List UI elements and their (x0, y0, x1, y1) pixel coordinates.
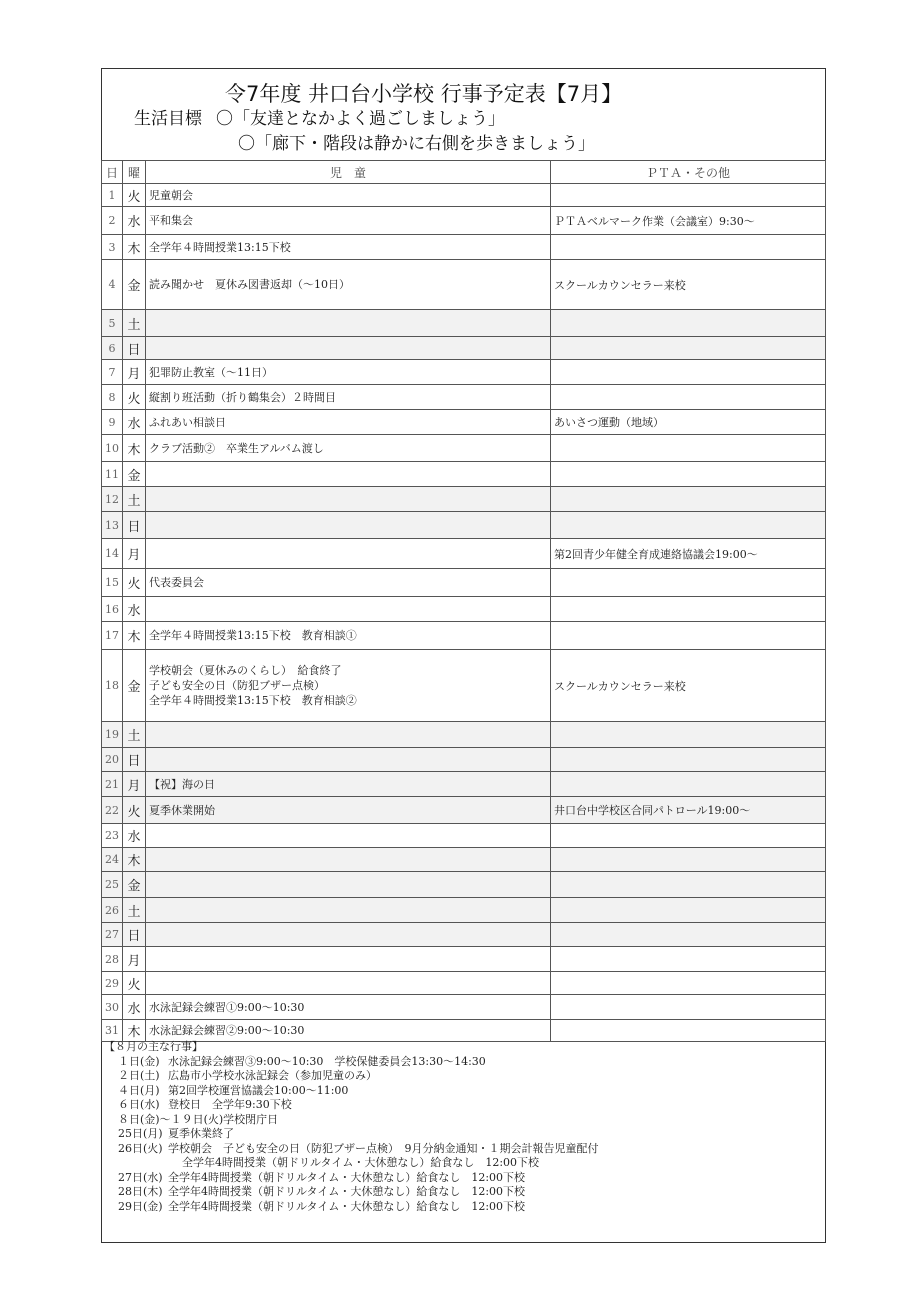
children-event-cell: 読み聞かせ 夏休み図書返却（～10日） (146, 260, 551, 310)
date-cell: 29 (102, 972, 123, 995)
pta-event-cell (551, 772, 826, 797)
date-cell: 21 (102, 772, 123, 797)
children-event-cell: ふれあい相談日 (146, 410, 551, 435)
weekday-cell: 木 (123, 435, 146, 462)
pta-event-cell (551, 597, 826, 622)
weekday-cell: 木 (123, 622, 146, 650)
pta-event-cell: 第2回青少年健全育成連絡協議会19:00～ (551, 539, 826, 569)
table-row (102, 824, 826, 848)
table-row (102, 462, 826, 487)
date-cell: 24 (102, 848, 123, 872)
date-cell: 7 (102, 360, 123, 385)
pta-event-cell (551, 824, 826, 848)
august-event-text: 全学年4時間授業（朝ドリルタイム・大休憩なし）給食なし 12:00下校 (168, 1199, 526, 1213)
table-row (102, 650, 826, 722)
children-event-cell: 全学年４時間授業13:15下校 (146, 235, 551, 260)
weekday-cell: 金 (123, 872, 146, 898)
children-event-cell (146, 512, 551, 539)
date-cell: 6 (102, 337, 123, 360)
weekday-cell: 土 (123, 722, 146, 748)
children-event-cell: 縦割り班活動（折り鶴集会）２時間目 (146, 385, 551, 410)
weekday-cell: 土 (123, 310, 146, 337)
pta-event-cell (551, 235, 826, 260)
pta-event-cell (551, 848, 826, 872)
weekday-cell: 金 (123, 650, 146, 722)
date-cell: 19 (102, 722, 123, 748)
table-row (102, 569, 826, 597)
table-row (102, 310, 826, 337)
children-event-cell: 【祝】海の日 (146, 772, 551, 797)
children-event-cell: 水泳記録会練習②9:00～10:30 (146, 1020, 551, 1042)
schedule-table (101, 160, 826, 1042)
pta-event-cell (551, 310, 826, 337)
table-row (102, 385, 826, 410)
pta-event-cell (551, 360, 826, 385)
table-row (102, 722, 826, 748)
table-row (102, 1020, 826, 1042)
children-event-cell: 代表委員会 (146, 569, 551, 597)
children-event-cell (146, 923, 551, 947)
date-cell: 14 (102, 539, 123, 569)
table-row (102, 487, 826, 512)
weekday-cell: 月 (123, 772, 146, 797)
children-event-cell (146, 898, 551, 923)
date-cell: 18 (102, 650, 123, 722)
pta-event-cell: 井口台中学校区合同パトロール19:00～ (551, 797, 826, 824)
children-event-cell (146, 722, 551, 748)
weekday-cell: 火 (123, 184, 146, 207)
children-event-cell: 夏季休業開始 (146, 797, 551, 824)
weekday-cell: 火 (123, 385, 146, 410)
pta-event-cell (551, 385, 826, 410)
pta-event-cell (551, 722, 826, 748)
children-event-cell (146, 487, 551, 512)
children-event-cell: 犯罪防止教室（～11日） (146, 360, 551, 385)
august-event-text: 広島市小学校水泳記録会（参加児童のみ） (168, 1069, 377, 1082)
august-events (104, 1040, 599, 1214)
august-event-date: １日(金) (118, 1054, 160, 1068)
pta-event-cell (551, 972, 826, 995)
date-cell: 31 (102, 1020, 123, 1042)
august-event-text: 夏季休業終了 (168, 1127, 234, 1140)
august-event-text: 第2回学校運営協議会10:00～11:00 (168, 1083, 349, 1097)
weekday-cell: 水 (123, 824, 146, 848)
august-event-text: 全学年4時間授業（朝ドリルタイム・大休憩なし）給食なし 12:00下校 (182, 1156, 540, 1169)
pta-event-cell (551, 923, 826, 947)
table-row (102, 872, 826, 898)
table-row (102, 947, 826, 972)
header-date: 日 (102, 161, 123, 184)
children-event-cell (146, 872, 551, 898)
weekday-cell: 木 (123, 235, 146, 260)
children-event-cell (146, 337, 551, 360)
pta-event-cell: スクールカウンセラー来校 (551, 260, 826, 310)
children-event-cell (146, 947, 551, 972)
august-event-item (104, 1156, 599, 1171)
children-event-cell (146, 972, 551, 995)
table-row (102, 539, 826, 569)
weekday-cell: 土 (123, 898, 146, 923)
weekday-cell: 日 (123, 748, 146, 772)
date-cell: 1 (102, 184, 123, 207)
children-event-cell: クラブ活動② 卒業生アルバム渡し (146, 435, 551, 462)
august-event-item (104, 1069, 599, 1084)
august-event-item (104, 1127, 599, 1142)
pta-event-cell (551, 1020, 826, 1042)
children-event-cell (146, 824, 551, 848)
children-event-cell: 児童朝会 (146, 184, 551, 207)
pta-event-cell (551, 748, 826, 772)
children-event-cell (146, 597, 551, 622)
date-cell: 13 (102, 512, 123, 539)
august-event-item (104, 1113, 599, 1128)
date-cell: 11 (102, 462, 123, 487)
page-title: 令7年度 井口台小学校 行事予定表【7月】 (225, 82, 623, 106)
date-cell: 2 (102, 207, 123, 235)
children-event-cell (146, 462, 551, 487)
header-pta: ＰＴＡ・その他 (551, 161, 826, 184)
weekday-cell: 日 (123, 512, 146, 539)
weekday-cell: 日 (123, 923, 146, 947)
date-cell: 23 (102, 824, 123, 848)
weekday-cell: 水 (123, 597, 146, 622)
children-event-cell: 水泳記録会練習①9:00～10:30 (146, 995, 551, 1020)
weekday-cell: 土 (123, 487, 146, 512)
pta-event-cell (551, 898, 826, 923)
weekday-cell: 月 (123, 947, 146, 972)
pta-event-cell (551, 512, 826, 539)
august-event-item (104, 1055, 599, 1070)
august-event-date: ４日(月) (118, 1083, 160, 1097)
date-cell: 25 (102, 872, 123, 898)
weekday-cell: 木 (123, 1020, 146, 1042)
date-cell: 9 (102, 410, 123, 435)
table-row (102, 260, 826, 310)
pta-event-cell (551, 435, 826, 462)
pta-event-cell: ＰＴＡベルマーク作業（会議室）9:30～ (551, 207, 826, 235)
august-event-date: ６日(水) (118, 1098, 160, 1111)
date-cell: 16 (102, 597, 123, 622)
children-event-cell (146, 310, 551, 337)
life-goal-label: 生活目標 (134, 109, 202, 129)
pta-event-cell (551, 995, 826, 1020)
date-cell: 27 (102, 923, 123, 947)
august-event-text: 学校朝会 子ども安全の日（防犯ブザー点検） 9月分納金通知・１期会計報告児童配付 (168, 1141, 599, 1155)
date-cell: 30 (102, 995, 123, 1020)
date-cell: 28 (102, 947, 123, 972)
weekday-cell: 火 (123, 797, 146, 824)
table-row (102, 512, 826, 539)
august-event-text: 全学年4時間授業（朝ドリルタイム・大休憩なし）給食なし 12:00下校 (168, 1185, 526, 1198)
august-event-date: 25日(月) (118, 1127, 163, 1140)
pta-event-cell (551, 462, 826, 487)
august-event-text: 登校日 全学年9:30下校 (168, 1098, 292, 1111)
pta-event-cell (551, 622, 826, 650)
table-row (102, 184, 826, 207)
date-cell: 8 (102, 385, 123, 410)
august-event-item (104, 1098, 599, 1113)
pta-event-cell (551, 337, 826, 360)
table-row (102, 923, 826, 947)
august-event-item (104, 1142, 599, 1157)
august-event-item (104, 1171, 599, 1186)
weekday-cell: 金 (123, 260, 146, 310)
date-cell: 15 (102, 569, 123, 597)
august-event-date: 28日(木) (118, 1185, 163, 1198)
table-row (102, 360, 826, 385)
life-goal-2: 〇「廊下・階段は静かに右側を歩きましょう」 (238, 134, 595, 154)
date-cell: 26 (102, 898, 123, 923)
date-cell: 20 (102, 748, 123, 772)
table-row (102, 622, 826, 650)
pta-event-cell: スクールカウンセラー来校 (551, 650, 826, 722)
august-heading: 【８月の主な行事】 (104, 1040, 203, 1053)
date-cell: 22 (102, 797, 123, 824)
children-event-cell: 平和集会 (146, 207, 551, 235)
august-event-item (104, 1185, 599, 1200)
life-goal-1: 生活目標 〇「友達となかよく過ごしましょう」 (134, 109, 505, 129)
weekday-cell: 金 (123, 462, 146, 487)
weekday-cell: 水 (123, 995, 146, 1020)
date-cell: 4 (102, 260, 123, 310)
weekday-cell: 火 (123, 972, 146, 995)
table-row (102, 797, 826, 824)
table-row (102, 207, 826, 235)
august-event-date: 29日(金) (118, 1199, 163, 1213)
date-cell: 12 (102, 487, 123, 512)
pta-event-cell: あいさつ運動（地域） (551, 410, 826, 435)
weekday-cell: 日 (123, 337, 146, 360)
pta-event-cell (551, 569, 826, 597)
table-row (102, 435, 826, 462)
pta-event-cell (551, 872, 826, 898)
date-cell: 3 (102, 235, 123, 260)
august-event-date: 27日(水) (118, 1170, 163, 1184)
august-event-date: ８日(金)～１９日(火)学校閉庁日 (118, 1112, 279, 1126)
august-event-date: ２日(土) (118, 1069, 160, 1082)
header-children: 児 童 (146, 161, 551, 184)
weekday-cell: 水 (123, 207, 146, 235)
date-cell: 17 (102, 622, 123, 650)
weekday-cell: 月 (123, 539, 146, 569)
august-event-item (104, 1200, 599, 1215)
children-event-cell (146, 539, 551, 569)
children-event-cell (146, 748, 551, 772)
children-event-cell: 全学年４時間授業13:15下校 教育相談① (146, 622, 551, 650)
pta-event-cell (551, 184, 826, 207)
table-row (102, 995, 826, 1020)
table-row (102, 410, 826, 435)
pta-event-cell (551, 487, 826, 512)
table-header (102, 161, 826, 184)
table-row (102, 748, 826, 772)
august-event-text: 全学年4時間授業（朝ドリルタイム・大休憩なし）給食なし 12:00下校 (168, 1170, 526, 1184)
weekday-cell: 木 (123, 848, 146, 872)
table-row (102, 597, 826, 622)
august-event-text: 水泳記録会練習③9:00～10:30 学校保健委員会13:30～14:30 (168, 1054, 486, 1068)
table-row (102, 772, 826, 797)
date-cell: 10 (102, 435, 123, 462)
table-row (102, 235, 826, 260)
children-event-cell (146, 848, 551, 872)
children-event-cell: 学校朝会（夏休みのくらし） 給食終了 子ども安全の日（防犯ブザー点検） 全学年４時間授業13:15下校 教育相談② (146, 650, 551, 722)
weekday-cell: 水 (123, 410, 146, 435)
august-event-date: 26日(火) (118, 1141, 163, 1155)
header-weekday: 曜 (123, 161, 146, 184)
table-row (102, 898, 826, 923)
table-row (102, 337, 826, 360)
table-row (102, 972, 826, 995)
table-row (102, 848, 826, 872)
august-event-item (104, 1084, 599, 1099)
pta-event-cell (551, 947, 826, 972)
weekday-cell: 火 (123, 569, 146, 597)
weekday-cell: 月 (123, 360, 146, 385)
date-cell: 5 (102, 310, 123, 337)
